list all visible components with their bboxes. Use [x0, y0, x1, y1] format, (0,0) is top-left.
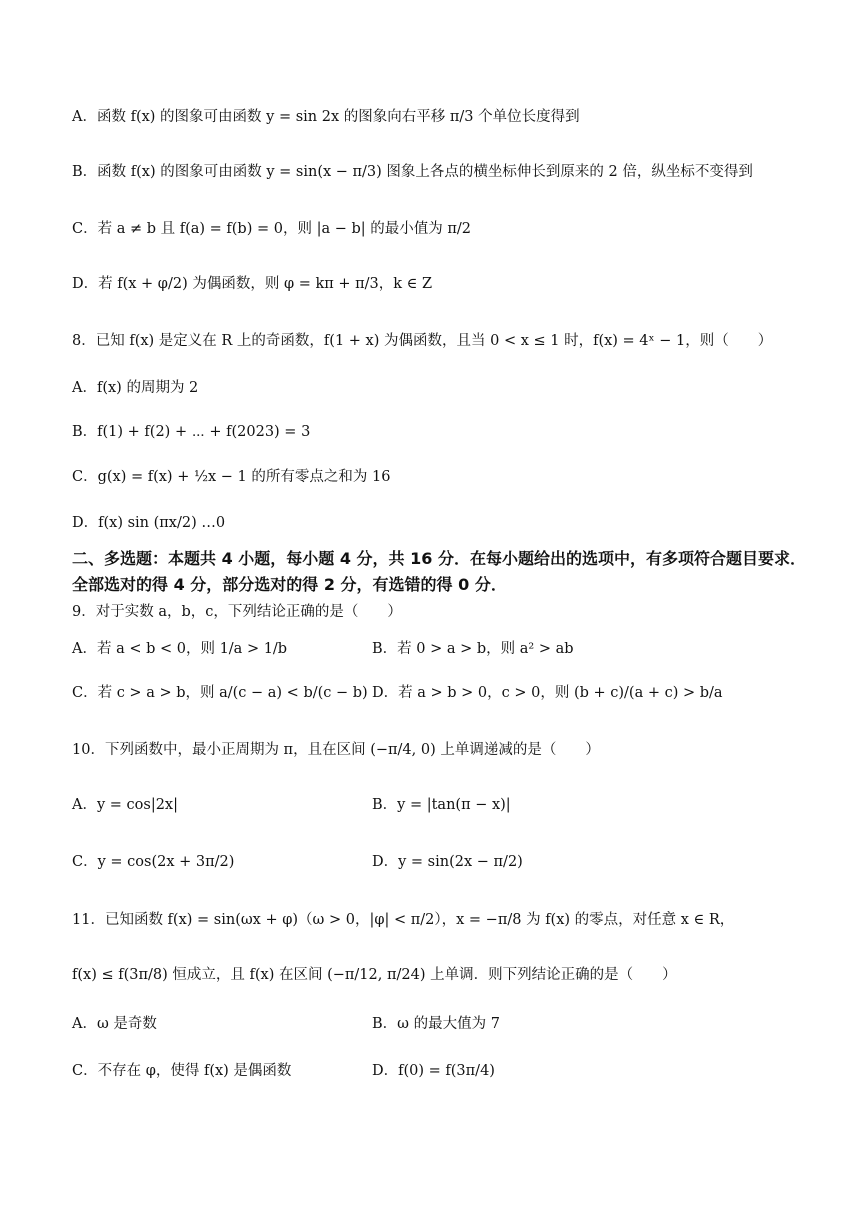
q11-stem: 11．已知函数 f(x) = sin(ωx + φ)（ω > 0，|φ| < π/2），x = −π/8 为 f(x) 的零点，对任意 x ∈ R， [72, 912, 735, 928]
q11-option-d: D．f(0) = f(3π/4) [372, 1063, 495, 1079]
q9-option-d: D．若 a > b > 0，c > 0，则 (b + c)/(a + c) > b/a [372, 685, 723, 701]
q7-option-b: B．函数 f(x) 的图象可由函数 y = sin(x − π/3) 图象上各点的横坐标伸长到原来的 2 倍，纵坐标不变得到 [72, 164, 753, 180]
q7-option-d: D．若 f(x + φ/2) 为偶函数，则 φ = kπ + π/3，k ∈ Z [72, 276, 433, 292]
q10-option-b: B．y = |tan(π − x)| [372, 797, 511, 813]
q7-option-c: C．若 a ≠ b 且 f(a) = f(b) = 0，则 |a − b| 的最小值为 π/2 [72, 221, 471, 237]
q10-stem: 10．下列函数中，最小正周期为 π，且在区间 (−π/4, 0) 上单调递减的是（ ） [72, 742, 600, 758]
q10-option-d: D．y = sin(2x − π/2) [372, 854, 523, 870]
q8-stem: 8．已知 f(x) 是定义在 R 上的奇函数，f(1 + x) 为偶函数，且当 0 < x ≤ 1 时，f(x) = 4ˣ − 1，则（ ） [72, 333, 773, 349]
q8-option-b: B．f(1) + f(2) + ⋯ + f(2023) = 3 [72, 424, 311, 440]
q11-option-b: B．ω 的最大值为 7 [372, 1016, 500, 1032]
q8-option-a: A．f(x) 的周期为 2 [72, 380, 199, 396]
q7-option-a: A．函数 f(x) 的图象可由函数 y = sin 2x 的图象向右平移 π/3 个单位长度得到 [72, 109, 580, 125]
q9-option-a: A．若 a < b < 0，则 1/a > 1/b [72, 641, 288, 657]
q11-option-c: C．不存在 φ，使得 f(x) 是偶函数 [72, 1063, 292, 1079]
q11-option-a: A．ω 是奇数 [72, 1016, 157, 1032]
q8-option-d: D．f(x) sin (πx/2) …0 [72, 515, 226, 531]
q9-stem: 9．对于实数 a，b，c，下列结论正确的是（ ） [72, 604, 402, 620]
q10-option-a: A．y = cos|2x| [72, 797, 178, 813]
q9-option-c: C．若 c > a > b，则 a/(c − a) < b/(c − b) [72, 685, 368, 701]
section-heading-multiple-choice: 二、多选题：本题共 4 小题，每小题 4 分，共 16 分．在每小题给出的选项中，有多项符合题目要求．全部选对的得 4 分，部分选对的得 2 分，有选错的得 0 分． [72, 549, 806, 594]
q9-option-b: B．若 0 > a > b，则 a² > ab [372, 641, 574, 657]
q10-option-c: C．y = cos(2x + 3π/2) [72, 854, 235, 870]
q11-stem-continued: f(x) ≤ f(3π/8) 恒成立，且 f(x) 在区间 (−π/12, π/24) 上单调．则下列结论正确的是（ ） [72, 967, 677, 983]
q8-option-c: C．g(x) = f(x) + ½x − 1 的所有零点之和为 16 [72, 469, 391, 485]
